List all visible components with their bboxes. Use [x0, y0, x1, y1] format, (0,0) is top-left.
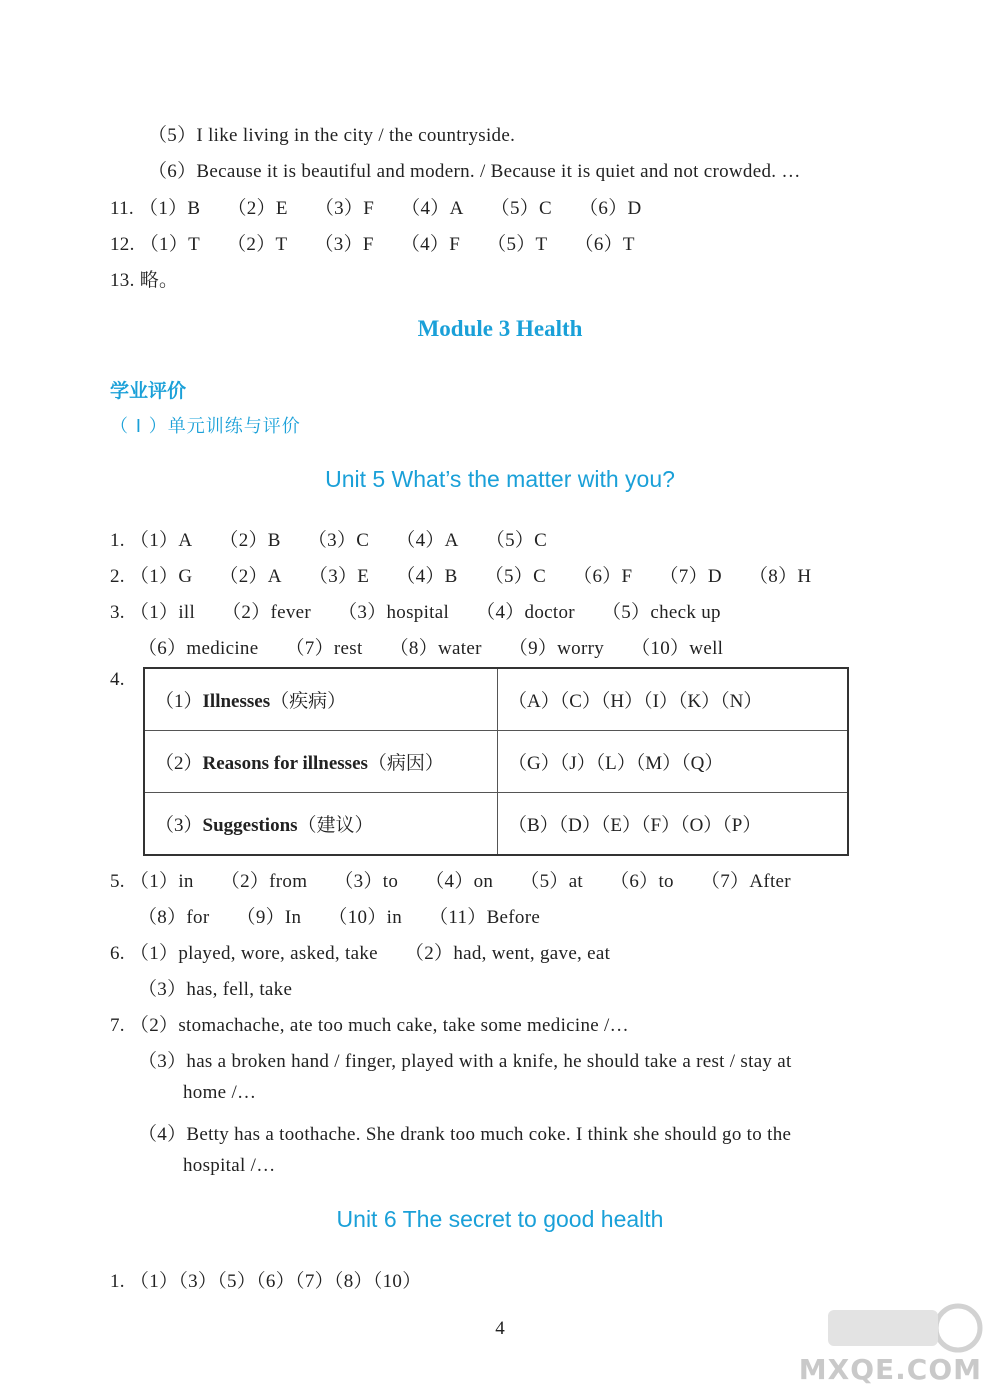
question-number: 12. — [110, 234, 135, 255]
answer: （8）for — [138, 907, 210, 928]
answer: （1）T — [139, 234, 201, 255]
answer: （6）D — [579, 198, 642, 219]
question-number: 13. — [110, 270, 135, 291]
answer: （5）C — [490, 198, 553, 219]
answer: （3）E — [308, 566, 370, 587]
question-12 — [110, 229, 635, 256]
question-number: 1. — [110, 530, 125, 551]
answer: （3）hospital — [338, 602, 450, 623]
answer-line: hospital /… — [183, 1155, 276, 1176]
answer: （1）B — [139, 198, 201, 219]
question-number: 3. — [110, 602, 125, 623]
question-number: 5. — [110, 871, 125, 892]
watermark-text: MXQE.COM — [798, 1353, 982, 1386]
answer: （2）from — [220, 871, 308, 892]
answer: （2）T — [227, 234, 288, 255]
answer: （1）ill — [129, 602, 196, 623]
answer: （2）stomachache, ate too much cake, take some medicine /… — [129, 1015, 629, 1036]
category-cell — [144, 668, 498, 731]
module-title: Module 3 Health — [417, 316, 583, 341]
answer-line: （4）Betty has a toothache. She drank too much coke. I think she should go to the — [138, 1124, 792, 1145]
answer: （8）H — [748, 566, 812, 587]
category-cell — [144, 731, 498, 793]
answer: （7）After — [700, 871, 791, 892]
answer: （9）worry — [508, 638, 605, 659]
category-label: Illnesses — [202, 691, 271, 712]
answer: （5）C — [484, 566, 547, 587]
answer: （10）well — [631, 638, 724, 659]
answer: （1）in — [129, 871, 194, 892]
answer: （2）fever — [222, 602, 312, 623]
table-row — [144, 793, 848, 856]
answer: （2）B — [219, 530, 281, 551]
answer: （9）In — [236, 907, 302, 928]
unit-5-title: Unit 5 What’s the matter with you? — [325, 466, 675, 492]
answer: （2）A — [219, 566, 282, 587]
answer: （2）had, went, gave, eat — [404, 943, 611, 964]
answer: （5）T — [487, 234, 548, 255]
unit5-question-3 — [110, 597, 721, 624]
answer-line: （3）has a broken hand / finger, played with a knife, he should take a rest / stay at — [138, 1051, 792, 1072]
row-number: （2） — [155, 753, 203, 774]
category-cn: （病因） — [367, 753, 444, 774]
row-number: （1） — [155, 691, 203, 712]
answer: （7）rest — [285, 638, 363, 659]
page-number: 4 — [495, 1318, 505, 1339]
unit5-question-5-cont — [138, 902, 540, 929]
question-number: 6. — [110, 943, 125, 964]
answer: （2）E — [227, 198, 288, 219]
answer: （6）medicine — [138, 638, 259, 659]
answer: （3）C — [307, 530, 370, 551]
category-cell — [144, 793, 498, 856]
answer: （1）（3）（5）（6）（7）（8）（10） — [129, 1271, 422, 1292]
answer: （3）F — [314, 234, 374, 255]
unit5-question-2 — [110, 561, 811, 588]
answer: （3）F — [314, 198, 375, 219]
answer: （4）B — [396, 566, 458, 587]
answer: （6）F — [573, 566, 633, 587]
question-number: 7. — [110, 1015, 125, 1036]
unit5-question-5 — [110, 866, 791, 893]
question-11 — [110, 193, 642, 220]
unit5-question-7 — [110, 1010, 629, 1037]
subsection-title: （ I ）单元训练与评价 — [110, 416, 301, 437]
answers-cell: （G）（J）（L）（M）（Q） — [498, 731, 849, 793]
answer: （3）to — [334, 871, 399, 892]
unit6-question-1 — [110, 1266, 422, 1293]
answer: （4）F — [400, 234, 461, 255]
answer: 略。 — [139, 270, 179, 291]
category-label: Reasons for illnesses — [202, 753, 368, 774]
answer: （6）T — [574, 234, 635, 255]
answer-line: home /… — [183, 1082, 257, 1103]
question-number: 2. — [110, 566, 125, 587]
classification-table — [143, 667, 849, 856]
question-number: 1. — [110, 1271, 125, 1292]
answer-line: （6）Because it is beautiful and modern. / Because it is quiet and not crowded. … — [148, 161, 801, 182]
answer: （5）C — [485, 530, 548, 551]
section-title: 学业评价 — [110, 380, 187, 402]
category-label: Suggestions — [202, 815, 298, 836]
unit5-question-6 — [110, 938, 610, 965]
answer: （11）Before — [429, 907, 541, 928]
answers-cell: （A）（C）（H）（I）（K）（N） — [498, 668, 849, 731]
answer: （5）at — [520, 871, 584, 892]
answer: （4）A — [396, 530, 459, 551]
answer: （7）D — [659, 566, 722, 587]
answer: （10）in — [328, 907, 403, 928]
answer: （6）to — [610, 871, 674, 892]
answer: （3）has, fell, take — [138, 979, 293, 1000]
unit5-question-6-cont — [138, 974, 292, 1001]
question-number: 4. — [110, 669, 125, 690]
answer: （4）on — [425, 871, 494, 892]
answer: （5）check up — [601, 602, 721, 623]
question-13 — [110, 265, 178, 292]
table-row — [144, 731, 848, 793]
unit5-question-3-cont — [138, 633, 723, 660]
question-number: 11. — [110, 198, 134, 219]
category-cn: （疾病） — [270, 691, 347, 712]
answer: （4）doctor — [476, 602, 575, 623]
answer: （1）G — [129, 566, 193, 587]
unit5-question-1 — [110, 525, 547, 552]
answer-line: （5）I like living in the city / the countryside. — [148, 125, 516, 146]
answer: （1）A — [129, 530, 193, 551]
answers-cell: （B）（D）（E）（F）（O）（P） — [498, 793, 849, 856]
answer: （1）played, wore, asked, take — [129, 943, 378, 964]
answer: （8）water — [389, 638, 482, 659]
category-cn: （建议） — [297, 815, 374, 836]
row-number: （3） — [155, 815, 203, 836]
unit-6-title: Unit 6 The secret to good health — [336, 1206, 664, 1232]
table-row — [144, 668, 848, 731]
answer: （4）A — [401, 198, 464, 219]
